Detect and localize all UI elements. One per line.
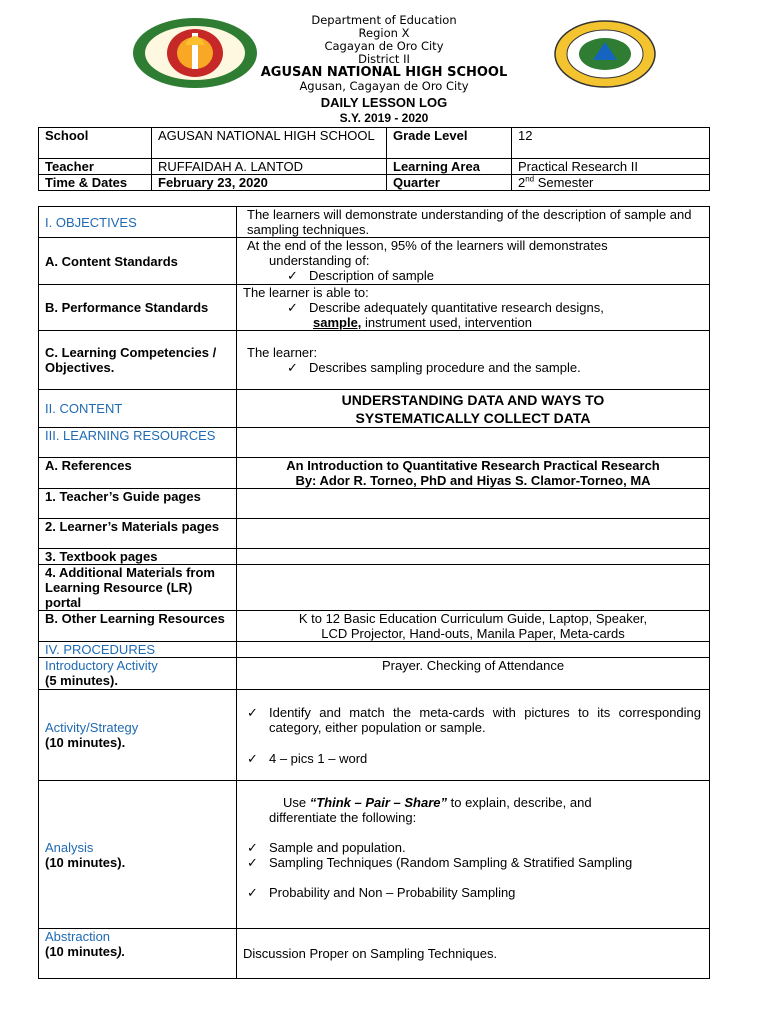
analysis-label: Analysis (10 minutes). [39,781,237,929]
teacher-label: Teacher [39,159,152,175]
district-name: District II [358,52,410,66]
check-icon: ✓ [247,840,258,855]
textbook-cell [237,549,710,565]
check-icon: ✓ [247,705,258,720]
check-icon: ✓ [287,300,298,315]
check-icon: ✓ [247,855,258,870]
references-text: An Introduction to Quantitative Research Practical Research By: Ador R. Torneo, PhD and Hiyas S. Clamor-Torneo, MA [237,458,710,489]
additional-materials-cell [237,565,710,611]
teachers-guide-cell [237,489,710,519]
learning-resources-label: III. LEARNING RESOURCES [39,428,237,458]
check-icon: ✓ [247,885,258,900]
school-address: Agusan, Cagayan de Oro City [299,79,469,93]
content-text: UNDERSTANDING DATA AND WAYS TO SYSTEMATICALLY COLLECT DATA [237,390,710,428]
content-standards-text: At the end of the lesson, 95% of the learners will demonstrates understanding of: ✓ Description of sample [237,238,710,285]
school-value: AGUSAN NATIONAL HIGH SCHOOL [152,128,387,159]
region-name: Region X [358,26,410,40]
quarter-value: 2nd Semester [512,175,710,191]
lesson-table [38,206,710,979]
other-resources-label: B. Other Learning Resources [39,611,237,642]
competencies-text: The learner: ✓ Describes sampling procedure and the sample. [237,331,710,390]
content-standards-label: A. Content Standards [39,238,237,285]
department-name: Department of Education [311,13,457,27]
info-table [38,127,710,191]
textbook-label: 3. Textbook pages [39,549,237,565]
learners-materials-cell [237,519,710,549]
time-value: February 23, 2020 [152,175,387,191]
abstraction-text: Discussion Proper on Sampling Techniques. [237,929,710,979]
procedures-label: IV. PROCEDURES [39,642,237,658]
letterhead [0,0,768,128]
area-value: Practical Research II [512,159,710,175]
area-label: Learning Area [387,159,512,175]
check-icon: ✓ [287,268,298,283]
quarter-label: Quarter [387,175,512,191]
analysis-text: Use “Think – Pair – Share” to explain, describe, and differentiate the following: ✓ Sample and population. ✓ Sampling Techniques (Random Sampling & Stratified Sampling ✓ Probability and Non – Probability Sampling [237,781,710,929]
grade-value: 12 [512,128,710,159]
other-resources-text: K to 12 Basic Education Curriculum Guide, Laptop, Speaker, LCD Projector, Hand-outs, Manila Paper, Meta-cards [237,611,710,642]
teacher-value: RUFFAIDAH A. LANTOD [152,159,387,175]
city-name: Cagayan de Oro City [324,39,444,53]
performance-standards-label: B. Performance Standards [39,285,237,331]
school-label: School [39,128,152,159]
introductory-text: Prayer. Checking of Attendance [237,658,710,690]
competencies-label: C. Learning Competencies / Objectives. [39,331,237,390]
abstraction-label: Abstraction (10 minutes). [39,929,237,979]
school-year: S.Y. 2019 - 2020 [339,111,429,125]
references-label: A. References [39,458,237,489]
activity-text: ✓ Identify and match the meta-cards with pictures to its corresponding category, either population or sample. ✓ 4 – pics 1 – word [237,690,710,781]
learners-materials-label: 2. Learner’s Materials pages [39,519,237,549]
document-title: DAILY LESSON LOG [320,95,448,110]
procedures-cell [237,642,710,658]
content-label: II. CONTENT [39,390,237,428]
time-label: Time & Dates [39,175,152,191]
teachers-guide-label: 1. Teacher’s Guide pages [39,489,237,519]
learning-resources-cell [237,428,710,458]
additional-materials-label: 4. Additional Materials from Learning Resource (LR) portal [39,565,237,611]
introductory-label: Introductory Activity (5 minutes). [39,658,237,690]
objectives-label: I. OBJECTIVES [39,207,237,238]
performance-standards-text: The learner is able to: ✓ Describe adequately quantitative research designs, sample, instrument used, intervention [237,285,710,331]
school-name: AGUSAN NATIONAL HIGH SCHOOL [260,65,508,80]
grade-label: Grade Level [387,128,512,159]
check-icon: ✓ [287,360,298,375]
objectives-text: The learners will demonstrate understanding of the description of sample and sampling techniques. [237,207,710,238]
check-icon: ✓ [247,751,258,766]
activity-label: Activity/Strategy (10 minutes). [39,690,237,781]
